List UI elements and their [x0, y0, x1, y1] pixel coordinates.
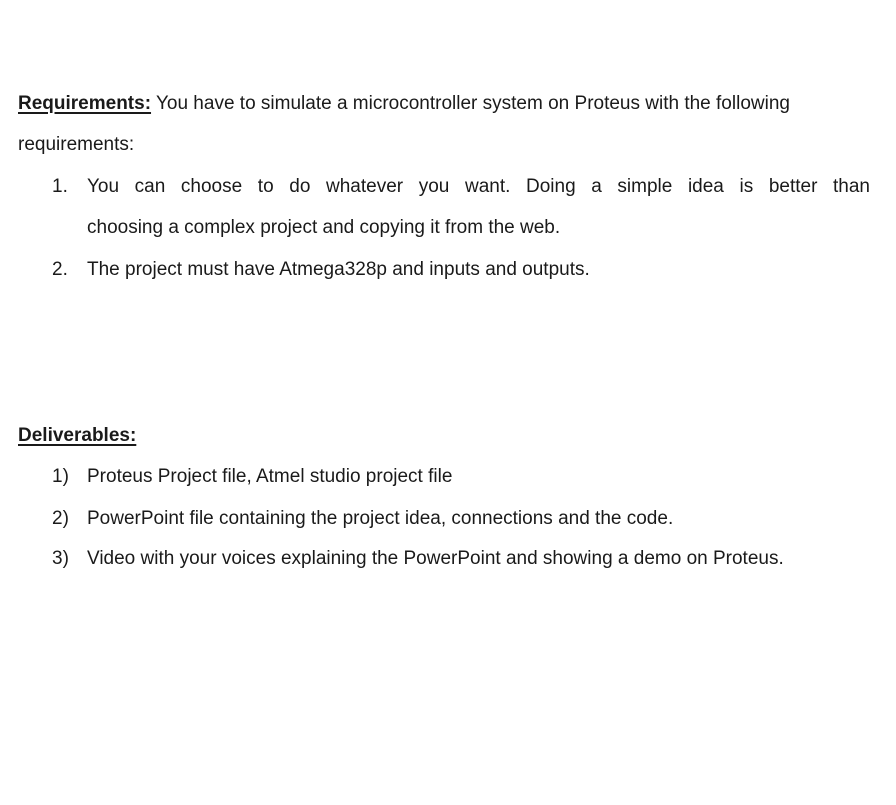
list-marker: 1) [52, 466, 69, 487]
deliverables-heading: Deliverables: [18, 425, 137, 446]
list-marker: 1. [52, 176, 68, 197]
list-marker: 3) [52, 548, 69, 569]
list-marker: 2) [52, 508, 69, 529]
deliverables-item-text: Proteus Project file, Atmel studio project file [87, 466, 453, 487]
requirements-item-text: You can choose to do whatever you want. Doing a simple idea is better than [87, 176, 870, 197]
requirements-intro-line [18, 92, 790, 116]
requirements-item-text-continuation: choosing a complex project and copying it from the web. [87, 217, 561, 238]
requirements-heading: Requirements: [18, 93, 152, 114]
deliverables-item-text: Video with your voices explaining the PowerPoint and showing a demo on Proteus. [87, 548, 784, 569]
requirements-intro-text: You have to simulate a microcontroller system on Proteus with the following [155, 93, 790, 114]
list-marker: 2. [52, 259, 68, 280]
requirements-item-text: The project must have Atmega328p and inputs and outputs. [87, 259, 590, 280]
deliverables-item-text: PowerPoint file containing the project idea, connections and the code. [87, 508, 674, 529]
requirements-intro-continuation: requirements: [18, 134, 135, 155]
